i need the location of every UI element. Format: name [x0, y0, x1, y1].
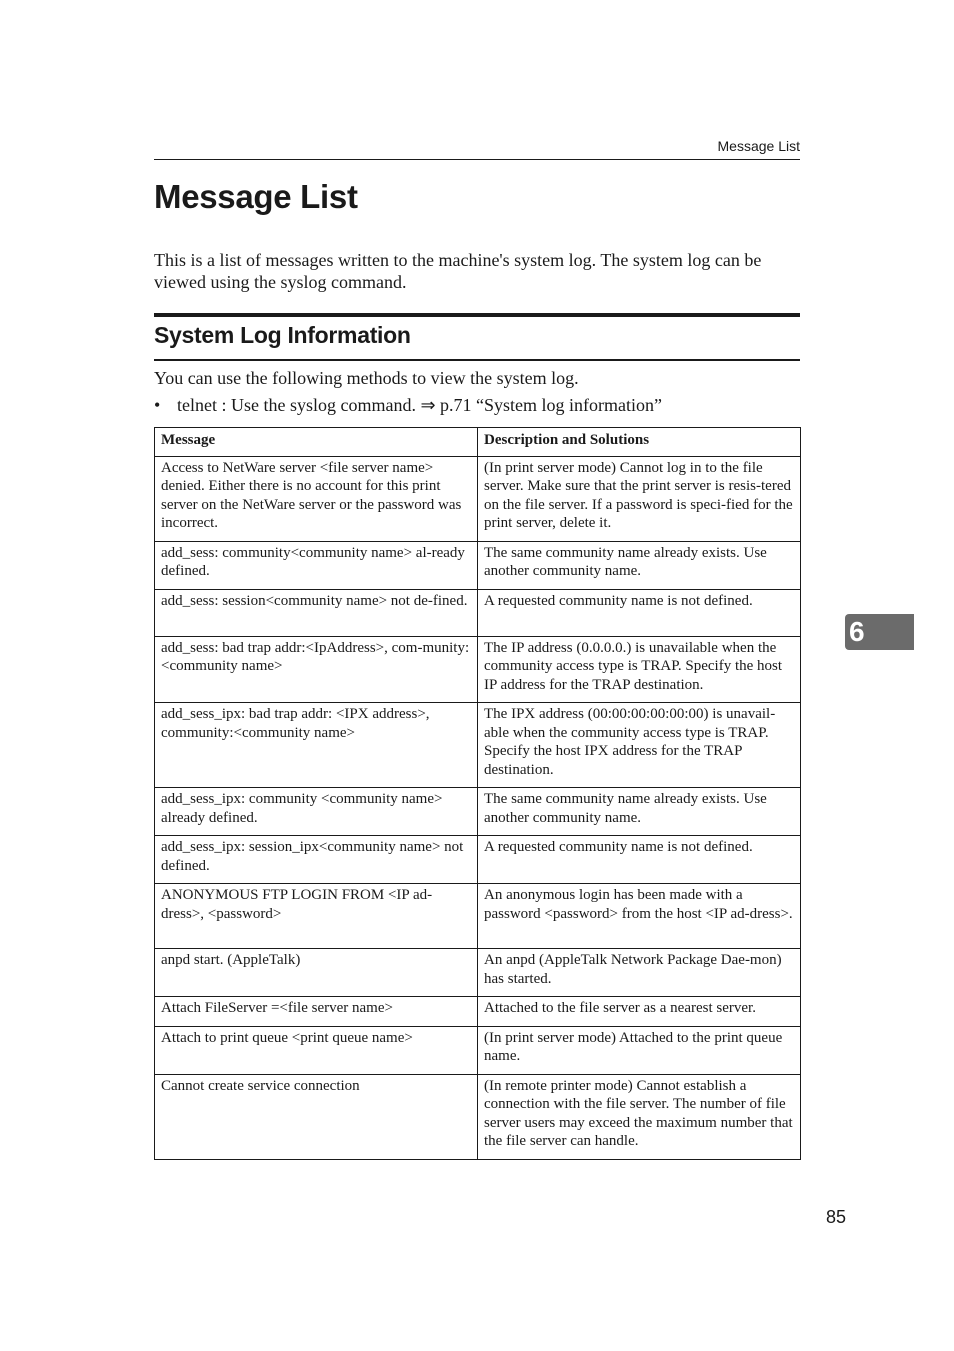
- table-row: [155, 836, 801, 884]
- table-row: [155, 456, 801, 541]
- table-row: [155, 541, 801, 589]
- message-cell: add_sess_ipx: session_ipx<community name> not defined.: [155, 836, 478, 884]
- description-cell: The same community name already exists. Use another community name.: [478, 541, 801, 589]
- description-cell: (In print server mode) Attached to the print queue name.: [478, 1026, 801, 1074]
- message-cell: add_sess: session<community name> not de-fined.: [155, 589, 478, 636]
- table-row: [155, 949, 801, 997]
- table-row: [155, 589, 801, 636]
- message-cell: Attach to print queue <print queue name>: [155, 1026, 478, 1074]
- intro-paragraph: This is a list of messages written to the machine's system log. The system log can be viewed using the syslog command.: [154, 250, 762, 292]
- message-cell: add_sess_ipx: bad trap addr: <IPX address>, community:<community name>: [155, 703, 478, 788]
- message-cell: Cannot create service connection: [155, 1074, 478, 1159]
- message-cell: anpd start. (AppleTalk): [155, 949, 478, 997]
- table-row: [155, 703, 801, 788]
- description-cell: (In remote printer mode) Cannot establish a connection with the file server. The number of file server users may exceed the maximum number that the file server can handle.: [478, 1074, 801, 1159]
- table-row: [155, 997, 801, 1027]
- description-cell: A requested community name is not defined.: [478, 589, 801, 636]
- chapter-tab-number: 6: [849, 616, 865, 647]
- column-header-message: Message: [155, 428, 478, 457]
- bullet-text: telnet : Use the syslog command. ⇒ p.71 “System log information”: [177, 395, 663, 415]
- message-cell: Attach FileServer =<file server name>: [155, 997, 478, 1027]
- description-cell: An anonymous login has been made with a password <password> from the host <IP ad-dress>.: [478, 884, 801, 949]
- message-table: [154, 427, 801, 1160]
- table-row: [155, 1026, 801, 1074]
- description-cell: The IP address (0.0.0.0.) is unavailable when the community access type is TRAP. Specify the host IP address for the TRAP destination.: [478, 636, 801, 703]
- description-cell: Attached to the file server as a nearest server.: [478, 997, 801, 1027]
- bullet-dot: •: [154, 395, 161, 415]
- message-cell: add_sess_ipx: community <community name> already defined.: [155, 788, 478, 836]
- section-lead: You can use the following methods to view the system log.: [154, 368, 579, 388]
- section-title: System Log Information: [154, 322, 411, 348]
- message-cell: add_sess: bad trap addr:<IpAddress>, com-munity:<community name>: [155, 636, 478, 703]
- description-cell: (In print server mode) Cannot log in to the file server. Make sure that the print server is resis-tered on the file server. If a password is speci-fied for the print server, delete it.: [478, 456, 801, 541]
- description-cell: The IPX address (00:00:00:00:00:00) is unavail-able when the community access type is TRAP. Specify the host IPX address for the TRAP destination.: [478, 703, 801, 788]
- description-cell: A requested community name is not defined.: [478, 836, 801, 884]
- message-cell: ANONYMOUS FTP LOGIN FROM <IP ad-dress>, <password>: [155, 884, 478, 949]
- page-number: 85: [825, 1207, 846, 1227]
- table-row: [155, 884, 801, 949]
- table-row: [155, 788, 801, 836]
- section-rule-bottom: [154, 359, 800, 361]
- section-rule-top: [154, 313, 800, 317]
- message-cell: add_sess: community<community name> al-ready defined.: [155, 541, 478, 589]
- running-head: Message List: [717, 138, 800, 154]
- description-cell: The same community name already exists. Use another community name.: [478, 788, 801, 836]
- bullet-item: [154, 395, 662, 416]
- table-row: [155, 636, 801, 703]
- table-row: [155, 1074, 801, 1159]
- page-title: Message List: [154, 178, 358, 215]
- column-header-description: Description and Solutions: [478, 428, 801, 457]
- description-cell: An anpd (AppleTalk Network Package Dae-mon) has started.: [478, 949, 801, 997]
- table-header-row: [155, 428, 801, 457]
- header-rule: [154, 159, 800, 160]
- chapter-tab: [845, 614, 914, 650]
- message-cell: Access to NetWare server <file server name> denied. Either there is no account for this print server on the NetWare server or the password was incorrect.: [155, 456, 478, 541]
